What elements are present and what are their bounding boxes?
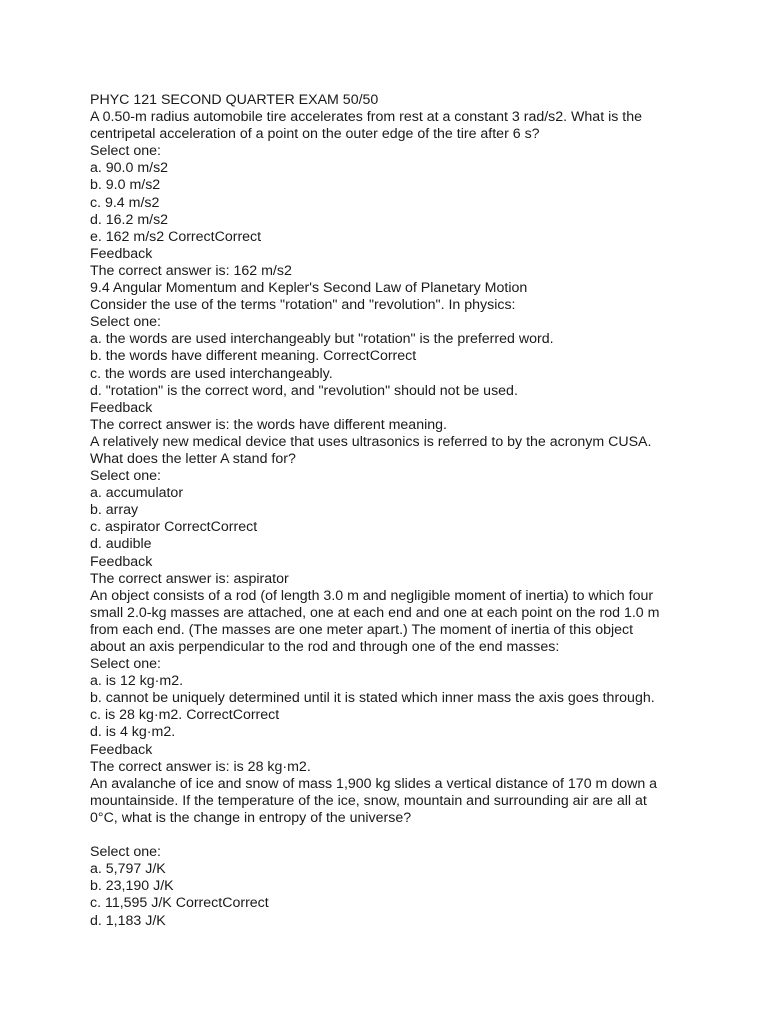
feedback-label: Feedback [90,741,153,758]
answer-option: b. 23,190 J/K [90,878,174,895]
answer-option: c. the words are used interchangeably. [90,365,333,382]
answer-option-correct: e. 162 m/s2 CorrectCorrect [90,228,262,245]
answer-option: b. array [90,502,139,519]
answer-option: d. 1,183 J/K [90,912,166,929]
question-5-text: 0°C, what is the change in entropy of the universe? [90,809,412,826]
answer-option: b. 9.0 m/s2 [90,177,161,194]
question-4-text: from each end. (The masses are one meter apart.) The moment of inertia of this object [90,621,634,638]
answer-option: b. cannot be uniquely determined until it is stated which inner mass the axis goes through. [90,690,655,707]
question-1-text: centripetal acceleration of a point on the outer edge of the tire after 6 s? [90,126,540,143]
select-one-label: Select one: [90,314,161,331]
select-one-label: Select one: [90,143,161,160]
question-5-text: mountainside. If the temperature of the ice, snow, mountain and surrounding air are all at [90,792,647,809]
correct-answer-text: The correct answer is: is 28 kg·m2. [90,758,311,775]
feedback-label: Feedback [90,553,153,570]
question-4-text: about an axis perpendicular to the rod and through one of the end masses: [90,639,560,655]
question-4-text: An object consists of a rod (of length 3.0 m and negligible moment of inertia) to which four [90,587,654,604]
select-one-label: Select one: [90,656,161,673]
answer-option: d. "rotation" is the correct word, and "revolution" should not be used. [90,382,518,399]
select-one-label: Select one: [90,844,161,861]
answer-option-correct: c. 11,595 J/K CorrectCorrect [90,895,269,912]
answer-option: d. audible [90,536,152,553]
question-2-text: Consider the use of the terms "rotation" and "revolution". In physics: [90,297,516,314]
select-one-label: Select one: [90,468,161,485]
exam-title: PHYC 121 SECOND QUARTER EXAM 50/50 [90,92,379,108]
blank-line [90,827,750,844]
correct-answer-text: The correct answer is: the words have different meaning. [90,416,447,433]
section-heading: 9.4 Angular Momentum and Kepler's Second Law of Planetary Motion [90,280,528,297]
correct-answer-text: The correct answer is: aspirator [90,570,289,587]
question-3-text: A relatively new medical device that uses ultrasonics is referred to by the acronym CUSA. [90,433,652,450]
answer-option: d. is 4 kg·m2. [90,724,176,741]
answer-option-correct: c. is 28 kg·m2. CorrectCorrect [90,707,280,724]
correct-answer-text: The correct answer is: 162 m/s2 [90,262,292,279]
feedback-label: Feedback [90,245,153,262]
question-1-text: A 0.50-m radius automobile tire accelerates from rest at a constant 3 rad/s2. What is the [90,109,642,126]
feedback-label: Feedback [90,399,153,416]
answer-option: a. is 12 kg·m2. [90,673,184,690]
answer-option: c. 9.4 m/s2 [90,194,160,211]
question-4-text: small 2.0-kg masses are attached, one at each end and one at each point on the rod 1.0 m [90,604,660,621]
answer-option: d. 16.2 m/s2 [90,211,169,228]
answer-option-correct: c. aspirator CorrectCorrect [90,519,258,536]
answer-option-correct: b. the words have different meaning. CorrectCorrect [90,348,417,365]
document-page [90,92,750,930]
answer-option: a. accumulator [90,485,184,502]
answer-option: a. 5,797 J/K [90,861,166,878]
question-3-text: What does the letter A stand for? [90,450,296,467]
question-5-text: An avalanche of ice and snow of mass 1,900 kg slides a vertical distance of 170 m down a [90,775,658,792]
answer-option: a. the words are used interchangeably but "rotation" is the preferred word. [90,331,554,348]
answer-option: a. 90.0 m/s2 [90,160,169,177]
